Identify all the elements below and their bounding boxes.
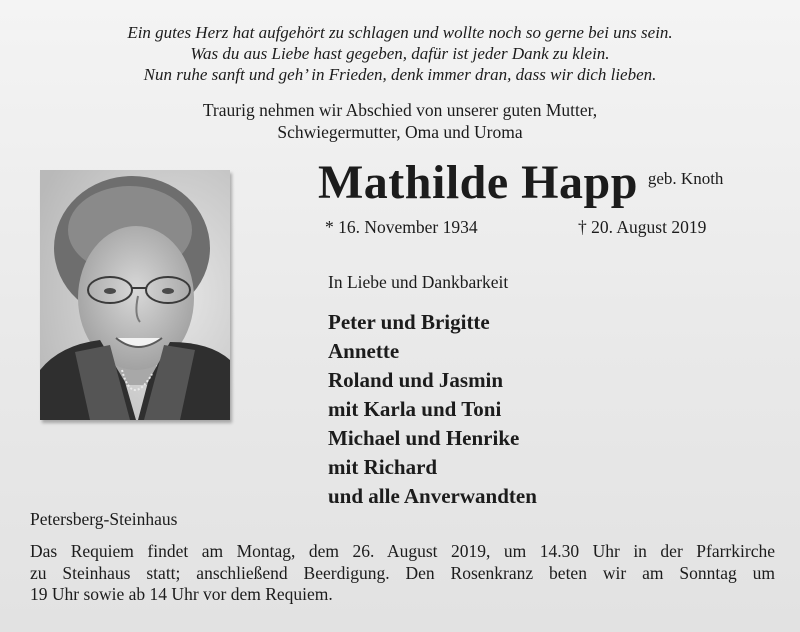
place-name: Petersberg-Steinhaus — [30, 509, 178, 529]
poem — [0, 22, 800, 85]
gratitude-line: In Liebe und Dankbarkeit — [328, 272, 509, 292]
mourner-entry: Peter und Brigitte — [328, 310, 490, 334]
mourner-entry: mit Richard — [328, 455, 438, 479]
requiem-line: 19 Uhr sowie ab 14 Uhr vor dem Requiem. — [30, 584, 333, 604]
mourner-entry: mit Karla und Toni — [328, 397, 502, 421]
birth-date: * 16. November 1934 — [325, 217, 478, 237]
mourner-entry: Michael und Henrike — [328, 426, 520, 450]
poem-line: Was du aus Liebe hast gegeben, dafür ist jeder Dank zu klein. — [190, 44, 610, 63]
birth-name: geb. Knoth — [647, 169, 724, 188]
mourner-entry: Annette — [328, 339, 400, 363]
death-date: † 20. August 2019 — [578, 217, 707, 237]
deceased-name: Mathilde Happ — [318, 156, 638, 209]
mourner-entry: Roland und Jasmin — [328, 368, 504, 392]
portrait-photo — [40, 170, 230, 420]
deceased-name-row — [318, 155, 723, 210]
requiem-notice — [30, 541, 775, 606]
mourner-entry: und alle Anverwandten — [328, 484, 537, 508]
mourners-list — [328, 308, 537, 511]
poem-line: Ein gutes Herz hat aufgehört zu schlagen und wollte noch so gerne bei uns sein. — [127, 23, 673, 42]
intro-text — [0, 99, 800, 143]
intro-line: Traurig nehmen wir Abschied von unserer guten Mutter, — [202, 100, 598, 120]
requiem-line: zu Steinhaus statt; anschließend Beerdigung. Den Rosenkranz beten wir am Sonntag um — [30, 562, 775, 583]
intro-line: Schwiegermutter, Oma und Uroma — [277, 122, 523, 142]
poem-line: Nun ruhe sanft und geh’ in Frieden, denk immer dran, dass wir dich lieben. — [143, 65, 657, 84]
requiem-line: Das Requiem findet am Montag, dem 26. August 2019, um 14.30 Uhr in der Pfarrkirche — [30, 541, 775, 561]
